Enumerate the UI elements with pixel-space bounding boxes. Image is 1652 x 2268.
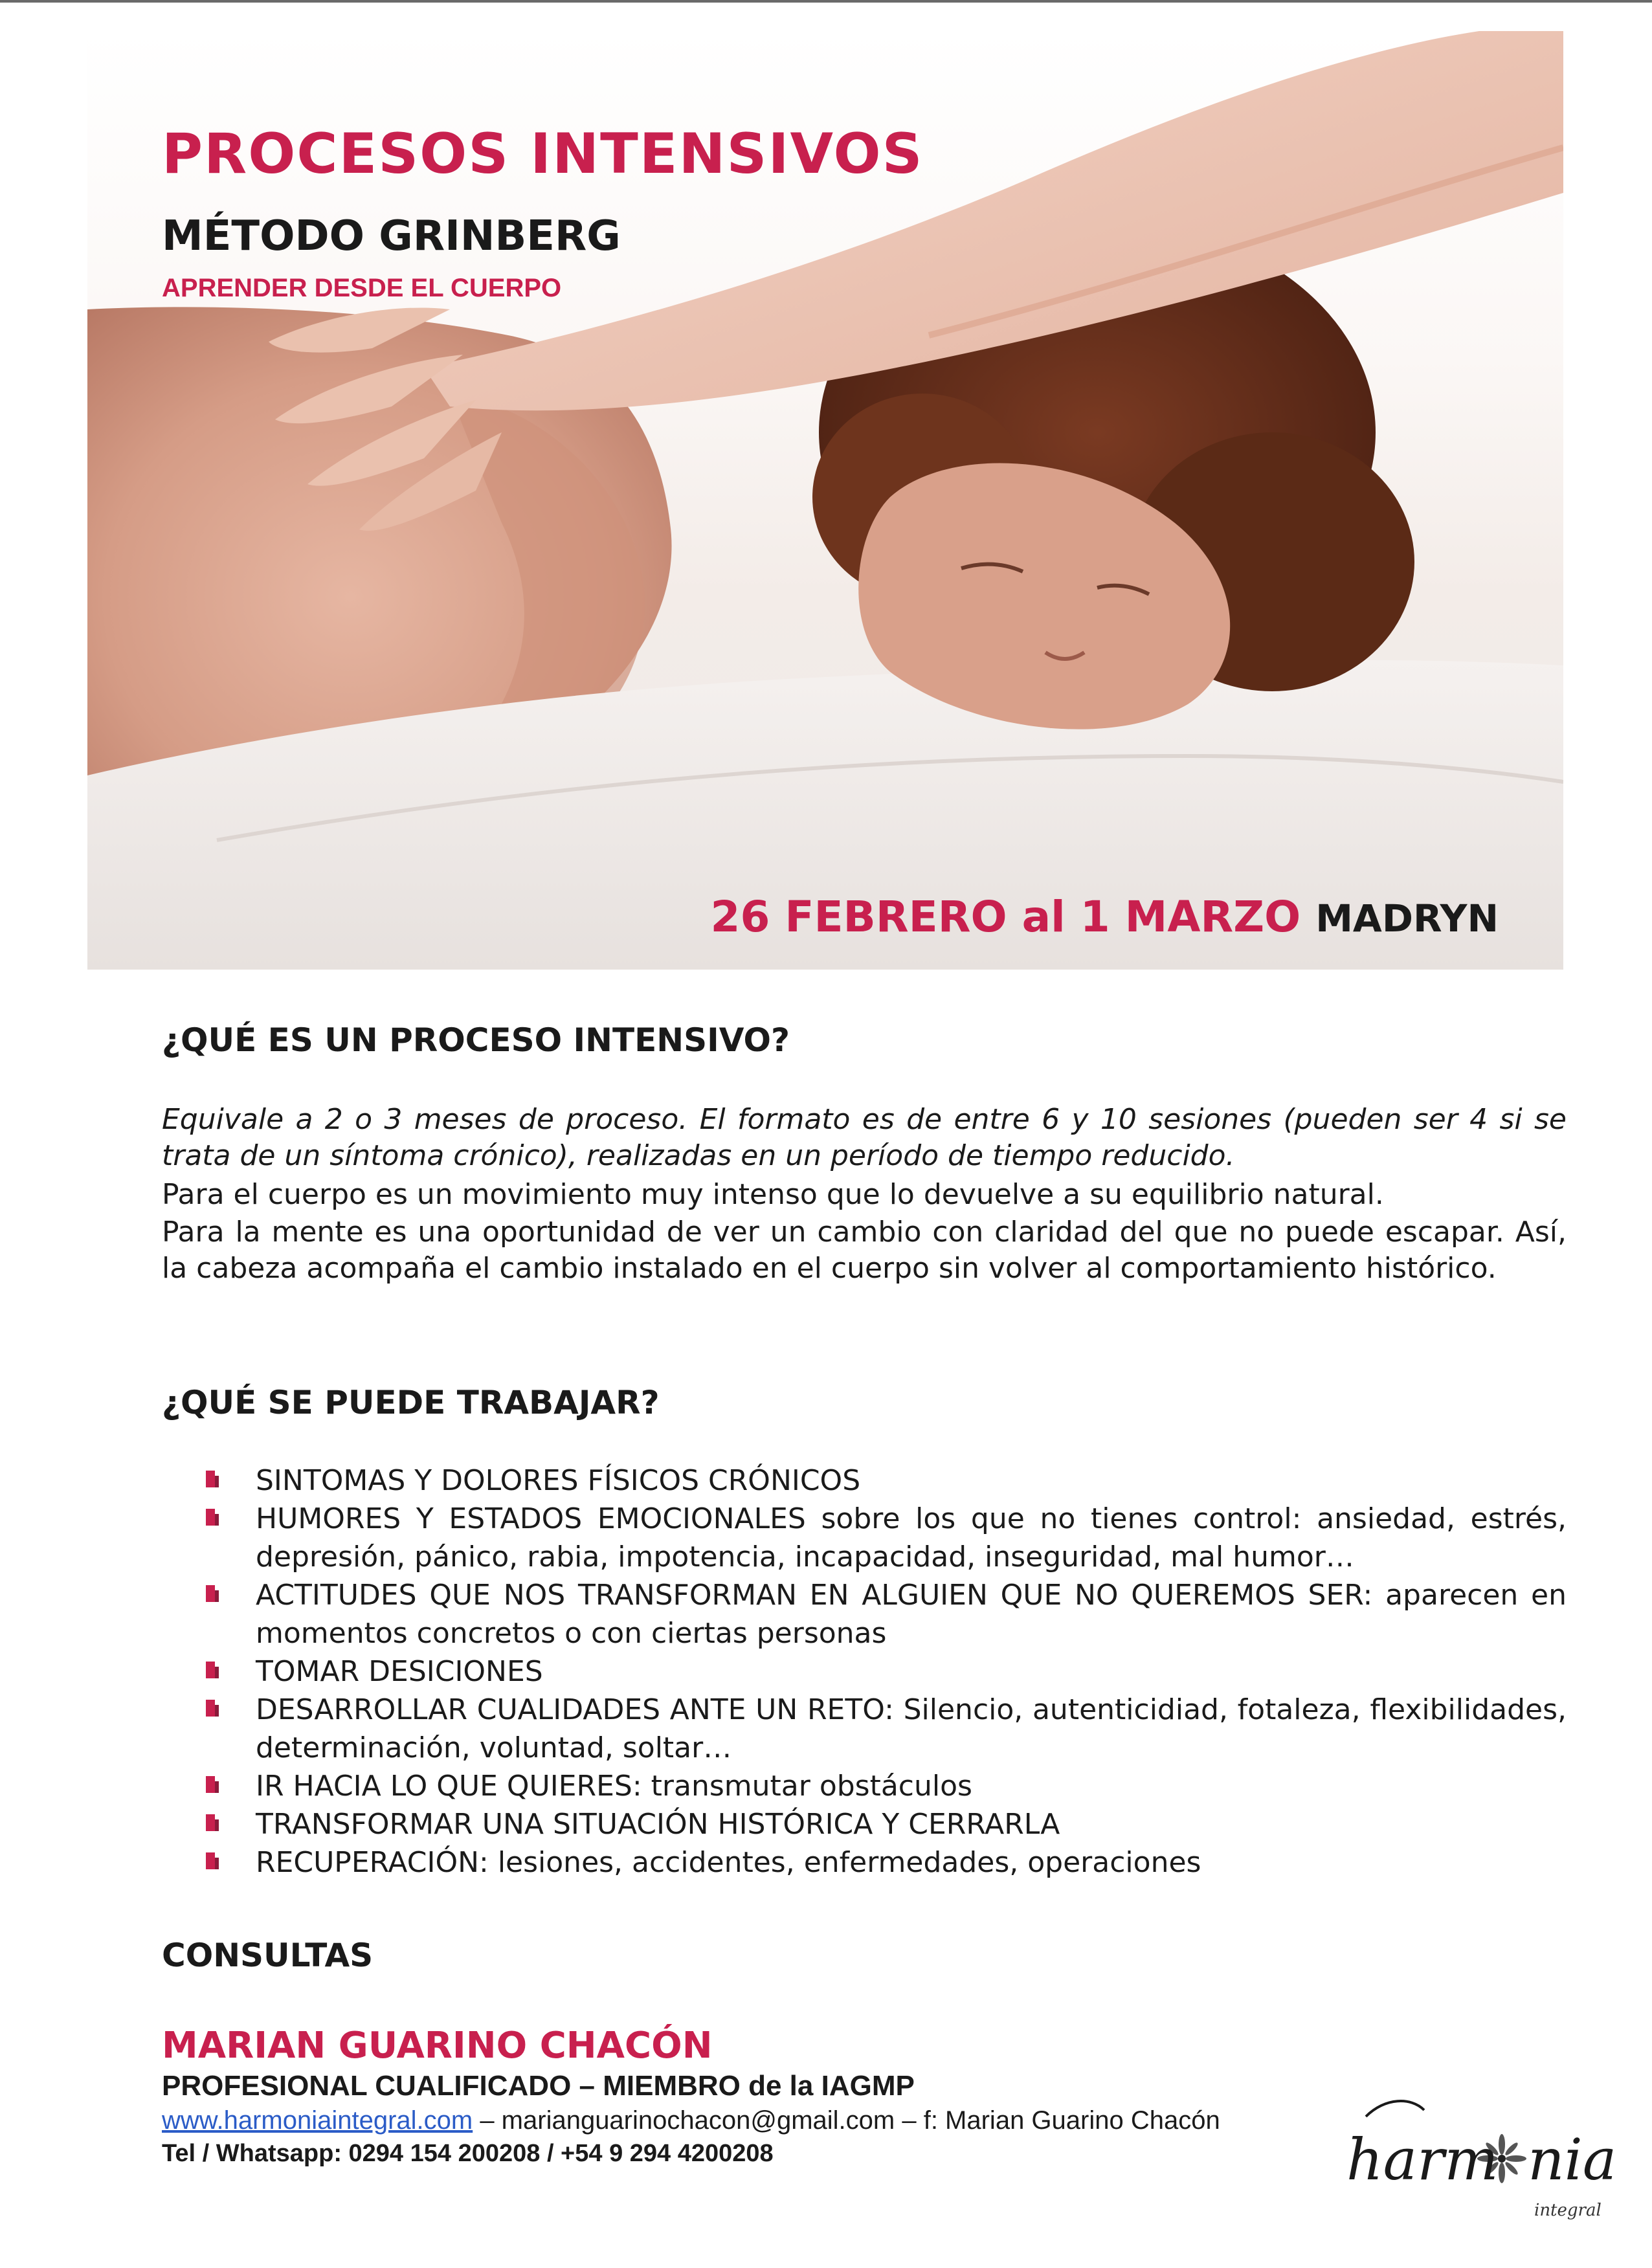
item-head: ACTITUDES QUE NOS TRANSFORMAN EN ALGUIEN QUE NO QUEREMOS SER: (256, 1579, 1373, 1612)
scan-edge (0, 0, 1652, 3)
para-mente: Para la mente es una oportunidad de ver un cambio con claridad del que no puede escapar. Así, la cabeza acompaña el cambio instalado en el cuerpo sin volver al comportamiento histórico. (162, 1216, 1567, 1285)
bullet-marker-icon (206, 1509, 215, 1526)
para-equivale-text: Equivale a 2 o 3 meses de proceso. El formato es de entre 6 y 10 sesiones (pueden ser 4 si se trata de un síntoma crónico), realizadas en un período de tiempo reducido. (162, 1103, 1567, 1172)
website-link[interactable]: www.harmoniaintegral.com (162, 2106, 473, 2135)
item-text: Silencio, autenticidiad, fotaleza, flexibilidades, determinación, voluntad, soltar… (256, 1693, 1567, 1764)
list-item (162, 1691, 1567, 1767)
topics-list (162, 1462, 1567, 1882)
list-item (162, 1462, 1567, 1500)
list-item (162, 1652, 1567, 1691)
contact-name: MARIAN GUARINO CHACÓN (162, 2025, 713, 2067)
event-date (711, 892, 1499, 942)
list-item (162, 1767, 1567, 1805)
bullet-marker-icon (206, 1814, 215, 1831)
item-text: lesiones, accidentes, enfermedades, operaciones (488, 1846, 1201, 1879)
list-item (162, 1500, 1567, 1576)
item-head: IR HACIA LO QUE QUIERES: (256, 1770, 642, 1803)
list-item (162, 1843, 1567, 1882)
hero-title: PROCESOS INTENSIVOS (162, 122, 924, 186)
para-cuerpo: Para el cuerpo es un movimiento muy intenso que lo devuelve a su equilibrio natural. (162, 1178, 1384, 1211)
item-head: TOMAR DESICIONES (256, 1655, 543, 1688)
item-head: HUMORES Y ESTADOS EMOCIONALES (256, 1502, 806, 1535)
bullet-marker-icon (206, 1585, 215, 1602)
bullet-marker-icon (206, 1662, 215, 1678)
item-text: sobre los que no tienes control: ansiedad, estrés, depresión, pánico, rabia, impotencia, incapacidad, inseguridad, mal humor… (256, 1502, 1567, 1573)
event-dates: 26 FEBRERO al 1 MARZO (710, 892, 1301, 942)
logo-word-right: nia (1528, 2126, 1617, 2193)
bullet-marker-icon (206, 1471, 215, 1487)
bullet-marker-icon (206, 1776, 215, 1793)
email-text: – marianguarinochacon@gmail.com – f: Marian Guarino Chacón (473, 2106, 1220, 2135)
bullet-marker-icon (206, 1700, 215, 1717)
list-item (162, 1576, 1567, 1652)
item-text: aparecen en momentos concretos o con ciertas personas (256, 1579, 1567, 1650)
event-place: MADRYN (1315, 896, 1499, 940)
para-equivale (162, 1102, 1567, 1174)
item-head: SINTOMAS Y DOLORES FÍSICOS CRÓNICOS (256, 1464, 861, 1497)
harmonia-logo (1340, 2091, 1618, 2252)
contact-phone: Tel / Whatsapp: 0294 154 200208 / +54 9 294 4200208 (162, 2140, 774, 2167)
hero-photo (87, 31, 1563, 970)
hero-tagline: APRENDER DESDE EL CUERPO (162, 274, 562, 302)
section-title-what-to-work: ¿QUÉ SE PUEDE TRABAJAR? (162, 1384, 660, 1421)
contact-role: PROFESIONAL CUALIFICADO – MIEMBRO de la IAGMP (162, 2070, 915, 2102)
contact-heading: CONSULTAS (162, 1937, 374, 1974)
item-head: DESARROLLAR CUALIDADES ANTE UN RETO: (256, 1693, 894, 1726)
contact-web-email (162, 2106, 1220, 2135)
logo-subtitle: integral (1534, 2201, 1602, 2220)
section-title-what-is: ¿QUÉ ES UN PROCESO INTENSIVO? (162, 1021, 790, 1059)
item-head: RECUPERACIÓN: (256, 1846, 489, 1879)
hero-method: MÉTODO GRINBERG (162, 212, 621, 260)
item-text: transmutar obstáculos (642, 1770, 972, 1803)
logo-word-left: harm (1346, 2126, 1499, 2193)
item-head: TRANSFORMAR UNA SITUACIÓN HISTÓRICA Y CERRARLA (256, 1808, 1060, 1841)
bullet-marker-icon (206, 1852, 215, 1869)
list-item (162, 1805, 1567, 1843)
